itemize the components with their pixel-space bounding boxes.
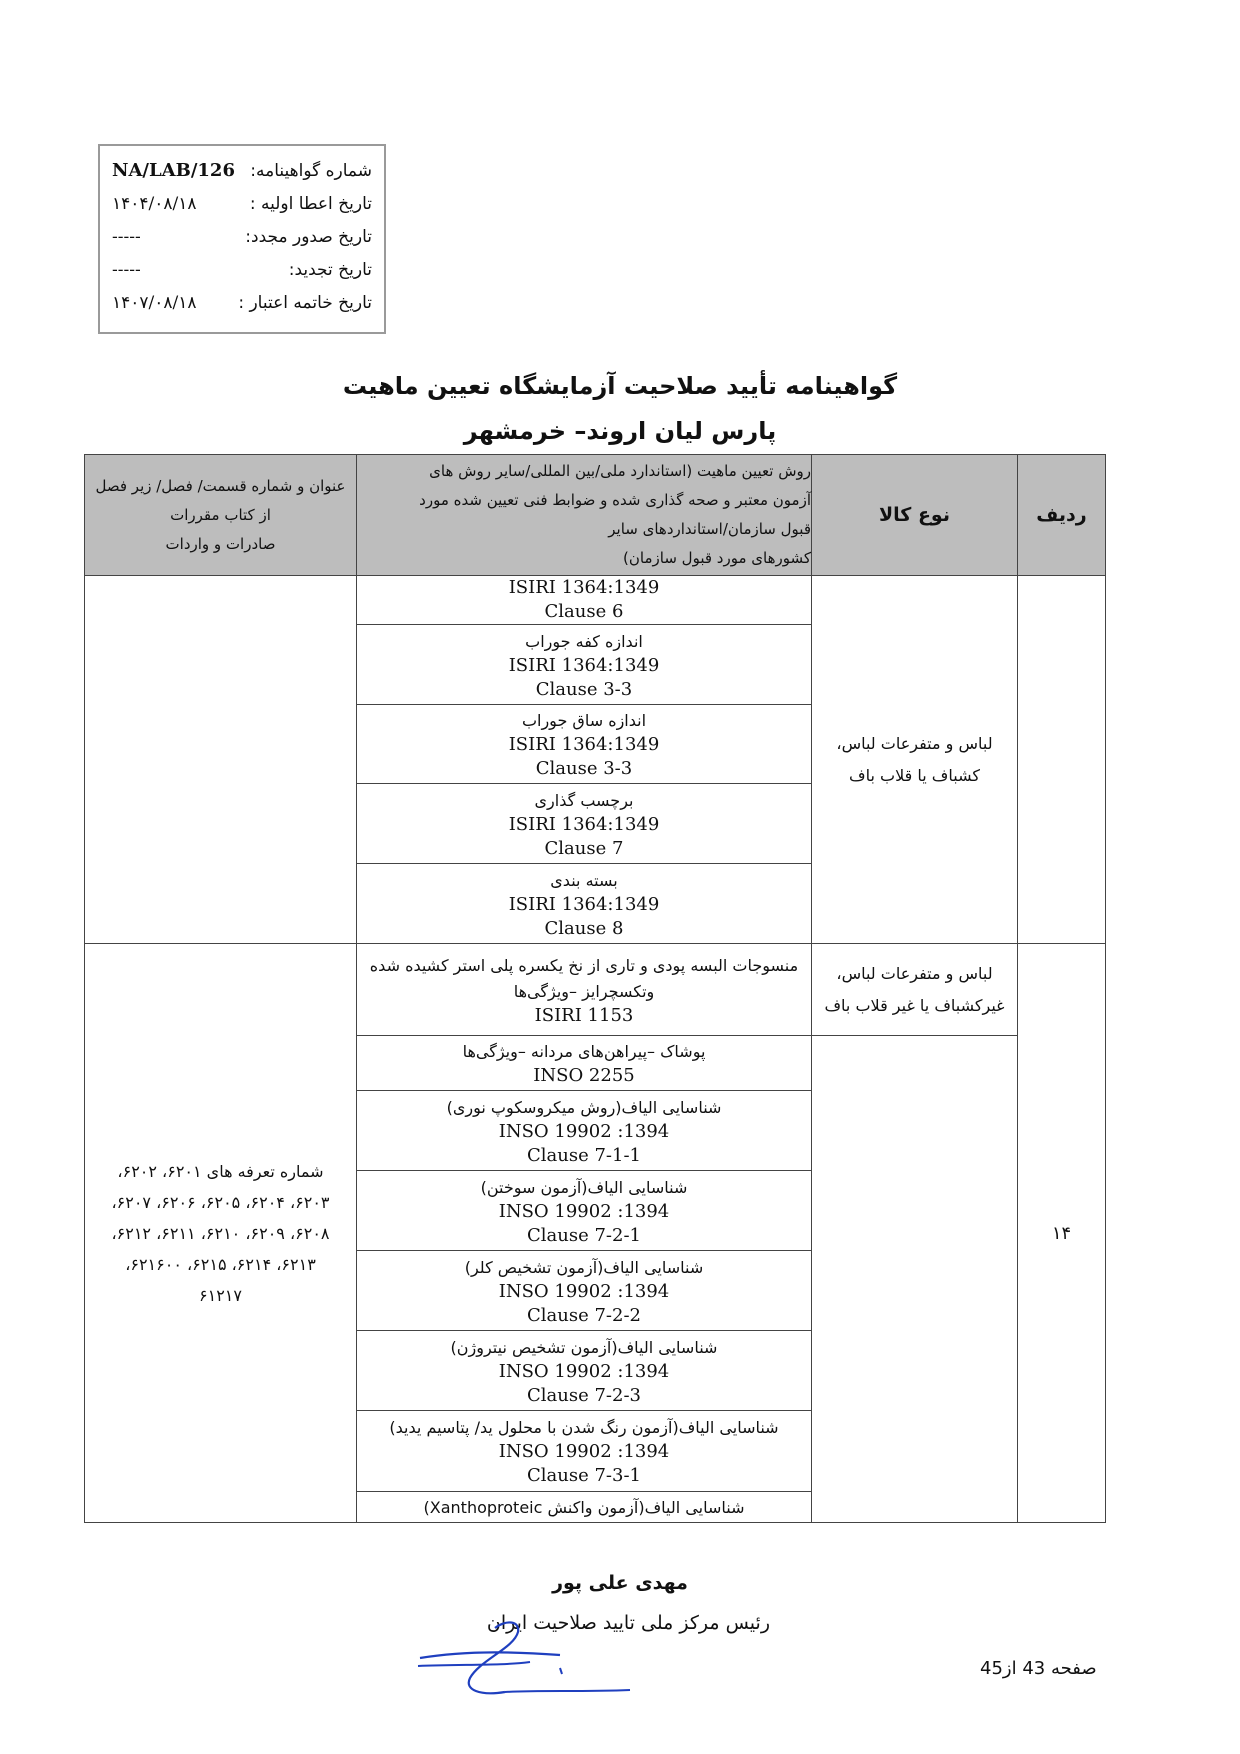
method-clause: Clause 8 bbox=[544, 917, 624, 939]
page-number: صفحه 43 از45 bbox=[980, 1658, 1097, 1679]
header-ketab-line: صادرات و واردات bbox=[165, 534, 276, 553]
method-standard: INSO 19902 :1394 bbox=[498, 1280, 670, 1302]
header-method-line: آزمون معتبر و صحه گذاری شده و ضوابط فنی تعیین شده مورد bbox=[419, 491, 811, 509]
method-title: شناسایی الیاف(آزمون رنگ شدن با محلول ید/ پتاسیم یدید) bbox=[389, 1418, 779, 1437]
radif-cell: ۱۴ bbox=[1018, 944, 1106, 1523]
ketab-line: شماره تعرفه های ۶۲۰۱، ۶۲۰۲، bbox=[117, 1161, 324, 1181]
header-method-line: قبول سازمان/استانداردهای سایر bbox=[608, 520, 811, 538]
header-ketab-line: عنوان و شماره قسمت/ فصل/ زیر فصل bbox=[95, 476, 346, 495]
handwritten-signature bbox=[410, 1600, 640, 1700]
ketab-line: ۶۲۱۳، ۶۲۱۴، ۶۲۱۵، ۶۲۱۶۰۰، bbox=[125, 1254, 316, 1274]
kala-cell bbox=[812, 944, 1018, 1036]
header-method-line: کشورهای مورد قبول سازمان) bbox=[623, 549, 811, 567]
method-cell bbox=[357, 784, 812, 864]
method-clause: Clause 7-3-1 bbox=[527, 1465, 641, 1486]
method-standard: ISIRI 1364:1349 bbox=[508, 577, 660, 598]
kala-line: کشباف یا قلاب باف bbox=[849, 765, 980, 785]
method-title: شناسایی الیاف(آزمون واکنش Xanthoproteic) bbox=[423, 1498, 745, 1517]
method-clause: Clause 3-3 bbox=[535, 678, 633, 700]
method-cell bbox=[357, 1411, 812, 1492]
expiry-row bbox=[112, 286, 372, 319]
method-cell bbox=[357, 1171, 812, 1251]
ketab-cell bbox=[85, 944, 357, 1523]
method-cell bbox=[357, 625, 812, 705]
method-title: اندازه ساق جوراب bbox=[521, 711, 647, 730]
document-title: گواهینامه تأیید صلاحیت آزمایشگاه تعیین ماهیت bbox=[342, 372, 898, 400]
header-ketab bbox=[85, 455, 357, 576]
method-cell bbox=[357, 1331, 812, 1411]
signatory-name: مهدی علی پور bbox=[552, 1572, 688, 1594]
first-issue-label: تاریخ اعطا اولیه : bbox=[249, 193, 372, 214]
method-title: منسوجات البسه پودی و تاری از نخ یکسره پلی استر کشیده شده bbox=[369, 955, 799, 975]
method-cell bbox=[357, 1036, 812, 1091]
method-clause: Clause 7-1-1 bbox=[527, 1144, 641, 1166]
method-cell bbox=[357, 864, 812, 944]
expiry-value: ۱۴۰۷/۰۸/۱۸ bbox=[112, 292, 197, 313]
header-ketab-line: از کتاب مقررات bbox=[170, 505, 271, 524]
method-cell bbox=[357, 944, 812, 1036]
renewal-value: ----- bbox=[112, 259, 141, 280]
cert-number-row bbox=[112, 154, 372, 187]
header-method-line: روش تعیین ماهیت (استاندارد ملی/بین المللی/سایر روش های bbox=[429, 462, 811, 480]
scope-table bbox=[84, 454, 1106, 1523]
kala-line: لباس و متفرعات لباس، bbox=[836, 963, 993, 983]
method-title: شناسایی الیاف(روش میکروسکوپ نوری) bbox=[446, 1097, 722, 1117]
header-method bbox=[357, 455, 812, 576]
certificate-info-box bbox=[98, 144, 386, 334]
method-title-cont: وتکسچرایز –ویژگی‌ها bbox=[513, 981, 655, 1001]
expiry-label: تاریخ خاتمه اعتبار : bbox=[238, 292, 372, 313]
header-radif: ردیف bbox=[1018, 455, 1106, 576]
laboratory-name: پارس لیان اروند– خرمشهر bbox=[463, 417, 777, 445]
ketab-line: ۶۲۰۸، ۶۲۰۹، ۶۲۱۰، ۶۲۱۱، ۶۲۱۲، bbox=[111, 1223, 330, 1243]
method-standard: ISIRI 1364:1349 bbox=[508, 654, 660, 676]
kala-cell bbox=[812, 576, 1018, 944]
method-clause: Clause 7 bbox=[544, 837, 624, 859]
method-cell bbox=[357, 705, 812, 784]
first-issue-row bbox=[112, 187, 372, 220]
reissue-label: تاریخ صدور مجدد: bbox=[245, 226, 372, 247]
ketab-cell-empty bbox=[85, 576, 357, 944]
method-title: پوشاک –پیراهن‌های مردانه –ویژگی‌ها bbox=[462, 1042, 706, 1061]
method-standard: INSO 2255 bbox=[533, 1065, 635, 1086]
renewal-row bbox=[112, 253, 372, 286]
method-standard: INSO 19902 :1394 bbox=[498, 1441, 670, 1462]
method-standard: INSO 19902 :1394 bbox=[498, 1360, 670, 1382]
kala-cell-empty bbox=[812, 1036, 1018, 1523]
method-standard: INSO 19902 :1394 bbox=[498, 1200, 670, 1222]
table-row bbox=[85, 576, 1106, 625]
method-title: شناسایی الیاف(آزمون تشخیص نیتروژن) bbox=[450, 1337, 718, 1357]
method-standard: ISIRI 1364:1349 bbox=[508, 893, 660, 915]
ketab-line: ۶۱۲۱۷ bbox=[199, 1285, 242, 1305]
ketab-line: ۶۲۰۳، ۶۲۰۴، ۶۲۰۵، ۶۲۰۶، ۶۲۰۷، bbox=[111, 1192, 330, 1212]
method-title: برچسب گذاری bbox=[534, 790, 634, 810]
method-title: شناسایی الیاف(آزمون تشخیص کلر) bbox=[464, 1257, 704, 1277]
method-standard: ISIRI 1153 bbox=[534, 1004, 634, 1026]
kala-line: لباس و متفرعات لباس، bbox=[836, 733, 993, 753]
method-title: اندازه کفه جوراب bbox=[525, 631, 643, 651]
method-cell bbox=[357, 1091, 812, 1171]
method-standard: ISIRI 1364:1349 bbox=[508, 813, 660, 835]
table-row bbox=[85, 944, 1106, 1036]
method-title: شناسایی الیاف(آزمون سوختن) bbox=[480, 1177, 688, 1197]
kala-line: غیرکشباف یا غیر قلاب باف bbox=[824, 995, 1005, 1015]
method-cell bbox=[357, 1492, 812, 1523]
header-kala: نوع کالا bbox=[812, 455, 1018, 576]
cert-number-label: شماره گواهینامه: bbox=[250, 160, 372, 181]
signatory-role: رئیس مرکز ملی تایید صلاحیت ایران bbox=[486, 1612, 770, 1634]
radif-cell-empty bbox=[1018, 576, 1106, 944]
method-clause: Clause 7-2-3 bbox=[527, 1384, 641, 1406]
renewal-label: تاریخ تجدید: bbox=[288, 259, 372, 280]
method-cell bbox=[357, 576, 812, 625]
method-clause: Clause 7-2-2 bbox=[527, 1304, 641, 1326]
method-clause: Clause 3-3 bbox=[535, 758, 633, 779]
method-standard: ISIRI 1364:1349 bbox=[508, 734, 660, 755]
cert-number-value: NA/LAB/126 bbox=[112, 160, 235, 181]
table-header-row bbox=[85, 455, 1106, 576]
method-title: بسته بندی bbox=[550, 870, 618, 890]
method-standard: INSO 19902 :1394 bbox=[498, 1120, 670, 1142]
reissue-row bbox=[112, 220, 372, 253]
first-issue-value: ۱۴۰۴/۰۸/۱۸ bbox=[112, 193, 197, 214]
method-cell bbox=[357, 1251, 812, 1331]
reissue-value: ----- bbox=[112, 226, 141, 247]
method-clause: Clause 6 bbox=[544, 601, 624, 622]
method-clause: Clause 7-2-1 bbox=[527, 1224, 641, 1246]
